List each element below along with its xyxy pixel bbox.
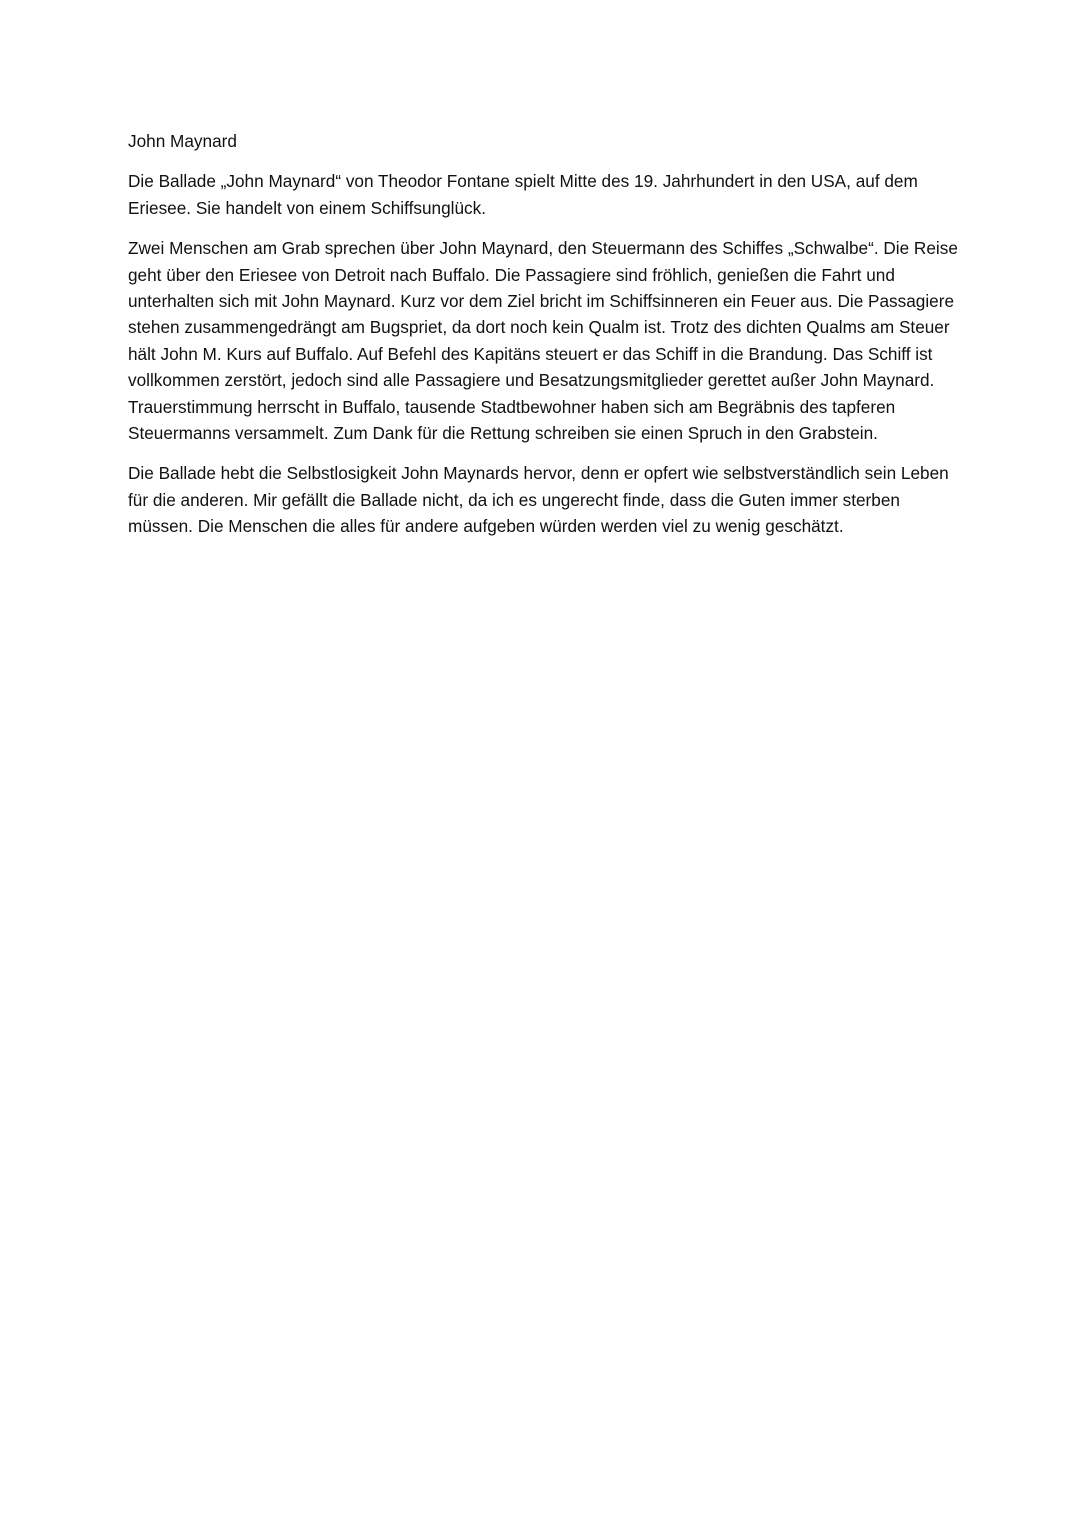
paragraph-plot: Zwei Menschen am Grab sprechen über John Maynard, den Steuermann des Schiffes „Schwalbe“. Die Reise geht über den Eriesee von Detroit nach Buffalo. Die Passagiere sind fröhlich, genießen die Fahrt und unterhalten sich mit John Maynard. Kurz vor dem Ziel bricht im Schiffsinneren ein Feuer aus. Die Passagiere stehen zusammengedrängt am Bugspriet, da dort noch kein Qualm ist. Trotz des dichten Qualms am Steuer hält John M. Kurs auf Buffalo. Auf Befehl des Kapitäns steuert er das Schiff in die Brandung. Das Schiff ist vollkommen zerstört, jedoch sind alle Passagiere und Besatzungsmitglieder gerettet außer John Maynard. Trauerstimmung herrscht in Buffalo, tausende Stadtbewohner haben sich am Begräbnis des tapferen Steuermanns versammelt. Zum Dank für die Rettung schreiben sie einen Spruch in den Grabstein. bbox=[128, 238, 958, 444]
paragraph-summary-intro: Die Ballade „John Maynard“ von Theodor Fontane spielt Mitte des 19. Jahrhundert in den USA, auf dem Eriesee. Sie handelt von einem Schiffsunglück. bbox=[128, 171, 918, 218]
paragraph-opinion: Die Ballade hebt die Selbstlosigkeit John Maynards hervor, denn er opfert wie selbstverständlich sein Leben für die anderen. Mir gefällt die Ballade nicht, da ich es ungerecht finde, dass die Guten immer sterben müssen. Die Menschen die alles für andere aufgeben würden werden viel zu wenig geschätzt. bbox=[128, 463, 949, 537]
document-title: John Maynard bbox=[128, 131, 237, 151]
document-body bbox=[128, 128, 958, 554]
